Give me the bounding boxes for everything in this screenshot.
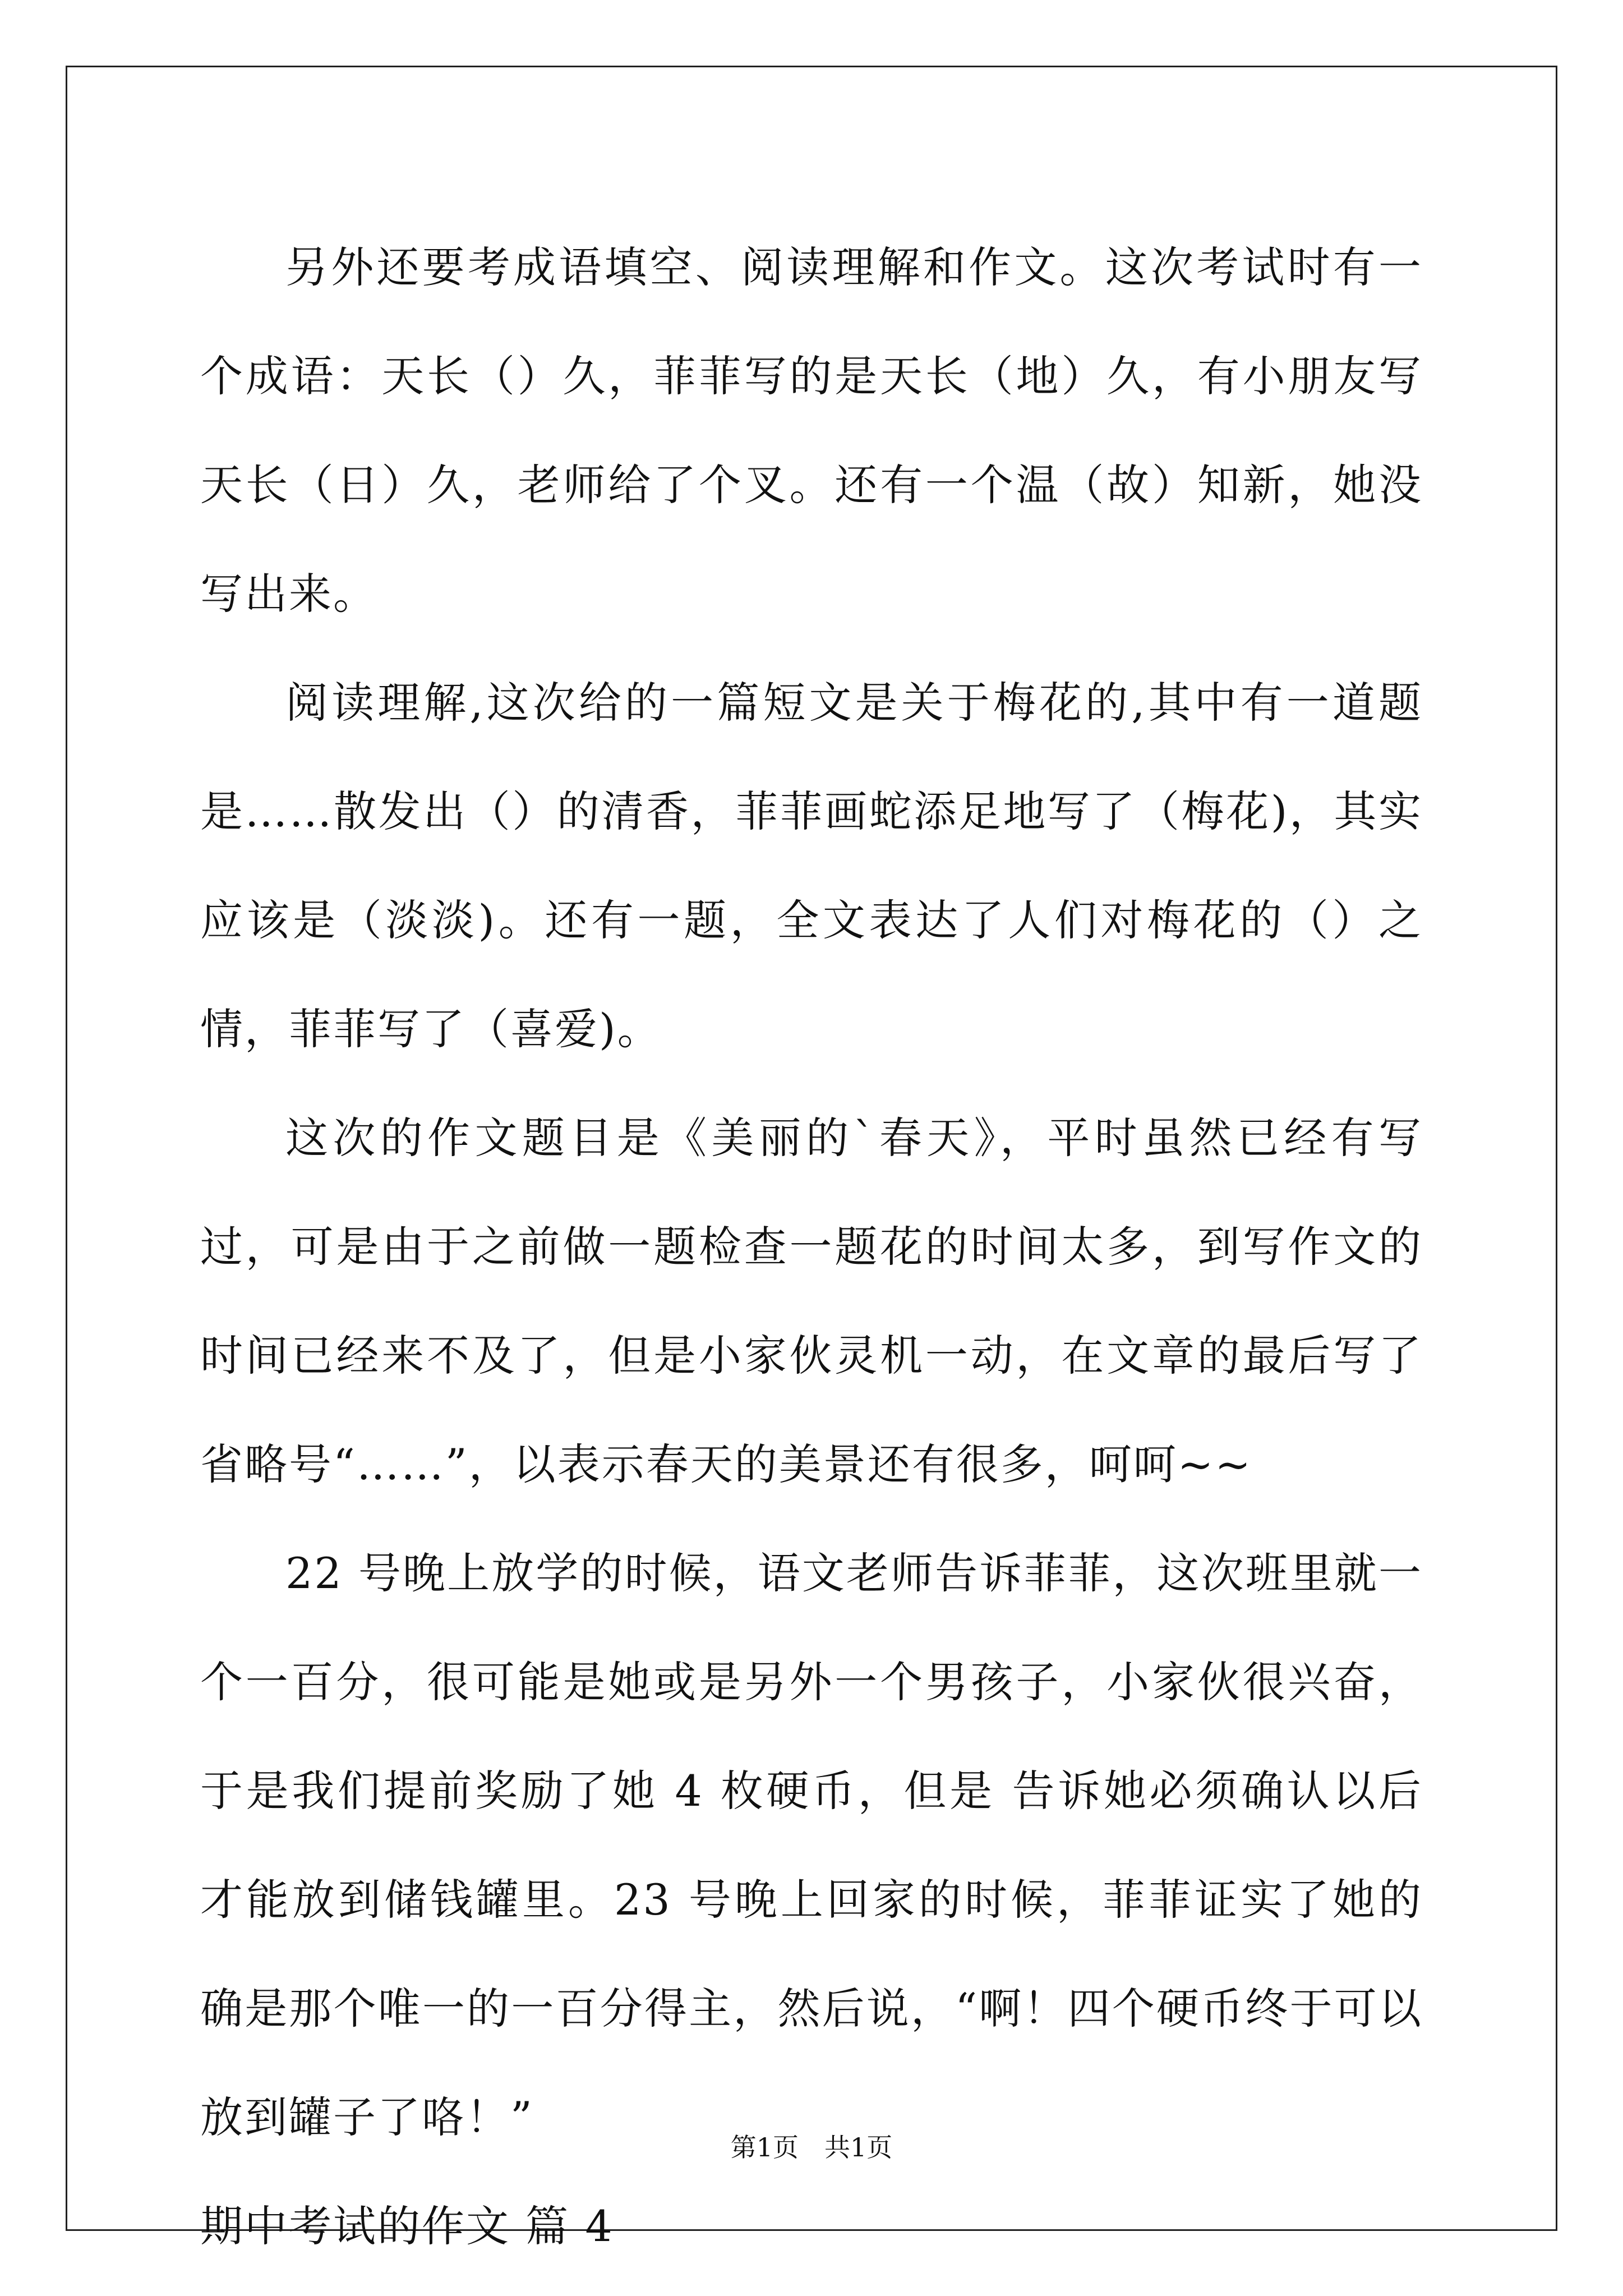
paragraph-idiom-quiz: 另外还要考成语填空、阅读理解和作文。这次考试时有一个成语：天长（）久，菲菲写的是天长（地）久，有小朋友写天长（日）久，老师给了个叉。还有一个温（故）知新，她没写出来。 — [200, 242, 1423, 619]
paragraph-essay: 这次的作文题目是《美丽的`春天》，平时虽然已经有写过，可是由于之前做一题检查一题花的时间太多，到写作文的时间已经来不及了，但是小家伙灵机一动，在文章的最后写了省略号“……”，以表示春天的美景还有很多，呵呵~~ — [200, 1113, 1423, 1489]
paragraph-full-score: 22 号晚上放学的时候，语文老师告诉菲菲，这次班里就一个一百分，很可能是她或是另外一个男孩子，小家伙很兴奋，于是我们提前奖励了她 4 枚硬币，但是 告诉她必须确认以后才能放到储钱罐里。23 号晚上回家的时候，菲菲证实了她的确是那个唯一的一百分得主，然后说，“啊！四个硬币终于可以放到罐子了咯！” — [200, 1548, 1423, 2142]
section-heading: 期中考试的作文 篇 4 — [200, 2201, 614, 2251]
page-footer: 第1页 共1页 — [730, 2132, 893, 2162]
document-body — [200, 213, 1423, 2281]
paragraph-reading-comprehension: 阅读理解,这次给的一篇短文是关于梅花的,其中有一道题是……散发出（）的清香，菲菲画蛇添足地写了（梅花)，其实应该是（淡淡)。还有一题，全文表达了人们对梅花的（）之情，菲菲写了（喜爱)。 — [200, 678, 1423, 1054]
